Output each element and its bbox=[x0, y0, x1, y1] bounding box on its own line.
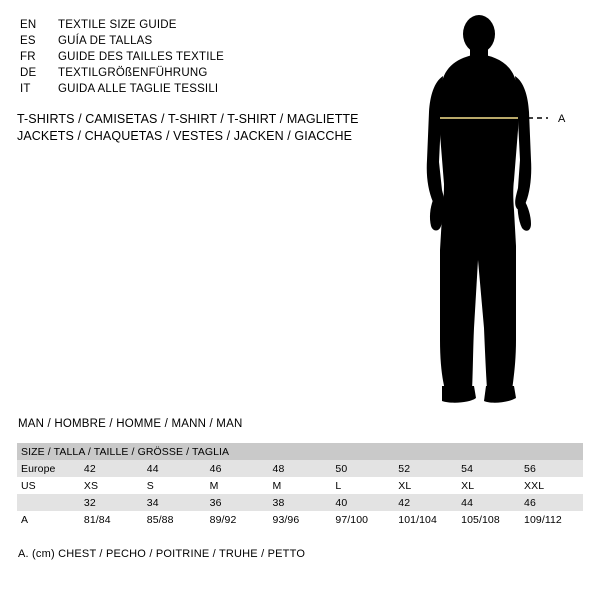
cell-value: 46 bbox=[206, 460, 269, 477]
cell-value: 40 bbox=[331, 494, 394, 511]
cell-value: L bbox=[331, 477, 394, 494]
cell-value: 44 bbox=[143, 460, 206, 477]
language-text: GUIDA ALLE TAGLIE TESSILI bbox=[58, 83, 219, 95]
language-row bbox=[20, 17, 370, 33]
language-code: FR bbox=[20, 51, 36, 63]
cell-value: 42 bbox=[80, 460, 143, 477]
cell-value: 109/112 bbox=[520, 511, 583, 528]
category-block bbox=[17, 111, 377, 145]
language-code: ES bbox=[20, 35, 36, 47]
language-text: TEXTILE SIZE GUIDE bbox=[58, 19, 177, 31]
row-label: US bbox=[17, 477, 80, 494]
table-row bbox=[17, 494, 583, 511]
cell-value: 44 bbox=[457, 494, 520, 511]
row-label bbox=[17, 494, 80, 511]
language-code: EN bbox=[20, 19, 37, 31]
category-line-jackets: JACKETS / CHAQUETAS / VESTES / JACKEN / GIACCHE bbox=[17, 129, 353, 143]
table-header-row bbox=[17, 443, 583, 460]
cell-value: 34 bbox=[143, 494, 206, 511]
cell-value: 101/104 bbox=[394, 511, 457, 528]
cell-value: 32 bbox=[80, 494, 143, 511]
table-row bbox=[17, 511, 583, 528]
table-title-man: MAN / HOMBRE / HOMME / MANN / MAN bbox=[18, 418, 243, 430]
language-row bbox=[20, 65, 370, 81]
cell-value: 48 bbox=[269, 460, 332, 477]
row-label: Europe bbox=[17, 460, 80, 477]
cell-value: XS bbox=[80, 477, 143, 494]
language-row bbox=[20, 49, 370, 65]
cell-value: 36 bbox=[206, 494, 269, 511]
table-footnote: A. (cm) CHEST / PECHO / POITRINE / TRUHE / PETTO bbox=[18, 548, 306, 560]
cell-value: M bbox=[206, 477, 269, 494]
cell-value: M bbox=[269, 477, 332, 494]
category-line-tshirts: T-SHIRTS / CAMISETAS / T-SHIRT / T-SHIRT / MAGLIETTE bbox=[17, 112, 359, 126]
cell-value: 50 bbox=[331, 460, 394, 477]
cell-value: 93/96 bbox=[269, 511, 332, 528]
cell-value: XL bbox=[457, 477, 520, 494]
man-silhouette-icon bbox=[400, 10, 600, 410]
cell-value: XXL bbox=[520, 477, 583, 494]
cell-value: 54 bbox=[457, 460, 520, 477]
language-code: IT bbox=[20, 83, 31, 95]
language-text: GUIDE DES TAILLES TEXTILE bbox=[58, 51, 225, 63]
cell-value: 89/92 bbox=[206, 511, 269, 528]
language-row bbox=[20, 33, 370, 49]
cell-value: 38 bbox=[269, 494, 332, 511]
cell-value: 81/84 bbox=[80, 511, 143, 528]
language-row bbox=[20, 81, 370, 97]
language-code: DE bbox=[20, 67, 37, 79]
language-text: GUÍA DE TALLAS bbox=[58, 35, 153, 47]
language-text: TEXTILGRÖßENFÜHRUNG bbox=[58, 67, 208, 79]
cell-value: XL bbox=[394, 477, 457, 494]
cell-value: 56 bbox=[520, 460, 583, 477]
language-title-block bbox=[20, 17, 370, 97]
cell-value: 42 bbox=[394, 494, 457, 511]
table-header-label: SIZE / TALLA / TAILLE / GRÖSSE / TAGLIA bbox=[17, 443, 583, 460]
cell-value: 46 bbox=[520, 494, 583, 511]
measure-label-a: A bbox=[558, 113, 566, 125]
row-label: A bbox=[17, 511, 80, 528]
size-table bbox=[17, 443, 583, 528]
body-silhouette-figure bbox=[400, 10, 600, 410]
cell-value: S bbox=[143, 477, 206, 494]
cell-value: 85/88 bbox=[143, 511, 206, 528]
table-row bbox=[17, 477, 583, 494]
cell-value: 105/108 bbox=[457, 511, 520, 528]
table-row bbox=[17, 460, 583, 477]
cell-value: 52 bbox=[394, 460, 457, 477]
cell-value: 97/100 bbox=[331, 511, 394, 528]
